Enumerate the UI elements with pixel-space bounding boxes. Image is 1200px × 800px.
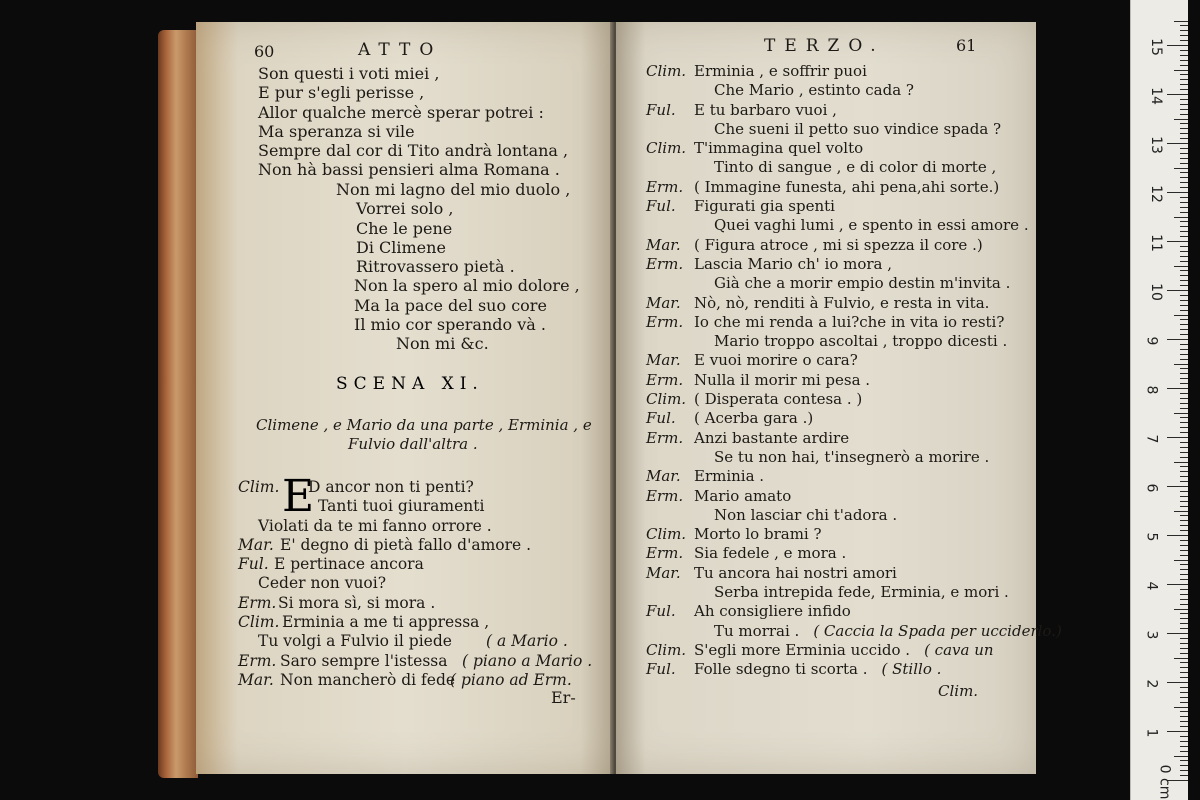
verse-line: Ma speranza si vile <box>258 121 415 141</box>
dialogue-line <box>238 613 592 632</box>
catchword: Er- <box>551 688 576 707</box>
ruler-tick <box>1174 560 1189 561</box>
speaker: Erm. <box>646 428 684 447</box>
speaker: Ful. <box>646 409 676 428</box>
ruler-tick <box>1167 535 1189 536</box>
left-page <box>196 22 614 774</box>
ruler-label: 9 <box>1143 336 1160 346</box>
dialogue-line <box>646 390 1062 409</box>
aria-line: Ritrovassero pietà . <box>356 257 515 277</box>
speech: Si mora sì, si mora . <box>278 593 436 612</box>
speaker: Ful. <box>646 602 676 621</box>
ruler-label: 12 <box>1147 185 1164 203</box>
speech: Folle sdegno ti scorta . <box>694 660 868 679</box>
dialogue-line <box>646 602 1062 621</box>
ruler-tick <box>1174 315 1189 316</box>
ruler-tick <box>1167 388 1189 389</box>
speech: D ancor non ti penti? <box>308 478 474 496</box>
speech: ( Disperata contesa . ) <box>694 390 863 409</box>
speech: ( Acerba gara .) <box>694 409 814 428</box>
speaker: Erm. <box>646 254 684 273</box>
scene-cast-line: Climene , e Mario da una parte , Erminia , e <box>256 416 592 434</box>
ruler-tick <box>1167 486 1189 487</box>
speaker: Erm. <box>646 544 684 563</box>
speech: Tu morrai . <box>714 621 800 640</box>
speech: Nulla il morir mi pesa . <box>694 370 871 389</box>
speaker: Erm. <box>646 486 684 505</box>
dialogue-line <box>646 467 1062 486</box>
dialogue-line <box>646 448 1062 467</box>
scene-cast <box>256 416 592 455</box>
speaker: Mar. <box>646 351 681 370</box>
speech: E' degno di pietà fallo d'amore . <box>280 535 532 554</box>
scene-title: SCENA XI. <box>336 374 484 394</box>
speech: Che Mario , estinto cada ? <box>714 81 914 100</box>
speech: Ah consigliere infido <box>694 602 851 621</box>
speaker: Ful. <box>238 555 269 574</box>
speech: Non mancherò di fede <box>280 670 456 689</box>
stage-direction: ( Stillo . <box>881 660 942 679</box>
drop-cap: E <box>282 471 315 522</box>
speech: Serba intrepida fede, Erminia, e mori . <box>714 583 1009 602</box>
ruler-tick <box>1167 682 1189 683</box>
ruler-tick <box>1167 290 1189 291</box>
aria-line: Che le pene <box>356 218 453 238</box>
dialogue-line <box>646 583 1062 602</box>
ruler-tick <box>1167 143 1189 144</box>
speech: Io che mi renda a lui?che in vita io resti? <box>694 312 1005 331</box>
ruler-label: 2 <box>1143 679 1160 689</box>
speaker: Mar. <box>646 467 681 486</box>
dialogue-line <box>646 294 1062 313</box>
dialogue-line <box>646 62 1062 81</box>
speech: Tinto di sangue , e di color di morte , <box>714 158 997 177</box>
aria-line: Di Climene <box>356 237 446 257</box>
aria-block <box>336 180 580 354</box>
ruler-tick <box>1167 45 1189 46</box>
measurement-ruler <box>1130 0 1189 800</box>
dialogue-line <box>238 594 592 613</box>
aria-line: Vorrei solo , <box>356 199 454 219</box>
stage-direction: ( Caccia la Spada per ucciderlo.) <box>813 621 1062 640</box>
ruler-tick <box>1167 339 1189 340</box>
ruler-label: 8 <box>1143 385 1160 395</box>
speech: Mario troppo ascoltai , troppo dicesti . <box>714 332 1008 351</box>
verse-line: E pur s'egli perisse , <box>258 83 425 103</box>
aria-line: Ma la pace del suo core <box>354 295 547 315</box>
dialogue-line <box>646 660 1062 679</box>
ruler-tick <box>1167 241 1189 242</box>
ruler-tick <box>1174 364 1189 365</box>
speech: ( Figura atroce , mi si spezza il core .) <box>694 235 983 254</box>
stage-direction: ( piano a Mario . <box>462 651 593 670</box>
ruler-tick <box>1174 70 1189 71</box>
ruler-tick <box>1174 658 1189 659</box>
aria-line: Il mio cor sperando và . <box>354 315 546 335</box>
dialogue-line <box>646 139 1062 158</box>
dialogue-line <box>646 525 1062 544</box>
dialogue-line <box>646 371 1062 390</box>
dialogue-line <box>646 564 1062 583</box>
aria-line: Non mi &c. <box>396 334 489 354</box>
ruler-tick <box>1167 192 1189 193</box>
speech: Erminia a me ti appressa , <box>282 613 490 632</box>
dialogue-line <box>646 641 1062 660</box>
dialogue-line <box>646 255 1062 274</box>
stage-direction: ( cava un <box>924 640 994 659</box>
ruler-tick <box>1174 511 1189 512</box>
dialogue-line <box>646 216 1062 235</box>
dialogue-line <box>238 536 592 555</box>
ruler-tick <box>1167 94 1189 95</box>
ruler-tick <box>1174 756 1189 757</box>
speech: Tanti tuoi giuramenti <box>318 497 485 516</box>
running-head-left: ATTO <box>358 40 443 60</box>
speech: Sia fedele , e mora . <box>694 544 847 563</box>
verse-line: Son questi i voti miei , <box>258 64 440 83</box>
speech: Ceder non vuoi? <box>258 574 387 593</box>
dialogue-line <box>646 81 1062 100</box>
ruler-label: 7 <box>1143 434 1160 444</box>
dialogue-line <box>646 236 1062 255</box>
speaker: Clim. <box>646 525 687 544</box>
speaker: Mar. <box>646 235 681 254</box>
speaker: Erm. <box>646 177 684 196</box>
ruler-tick <box>1174 217 1189 218</box>
book-page-edges <box>158 30 198 778</box>
speech: Quei vaghi lumi , e spento in essi amore . <box>714 216 1029 235</box>
dialogue-line <box>646 351 1062 370</box>
ruler-tick <box>1167 633 1189 634</box>
ruler-tick <box>1174 21 1189 22</box>
speaker: Clim. <box>646 139 687 158</box>
speech: Se tu non hai, t'insegnerò a morire . <box>714 447 990 466</box>
speech: Anzi bastante ardire <box>694 428 850 447</box>
dialogue-right <box>646 62 1062 680</box>
dialogue-line <box>646 487 1062 506</box>
background-edge <box>1188 0 1200 800</box>
speech: Figurati gia spenti <box>694 197 835 216</box>
ruler-tick <box>1174 168 1189 169</box>
ruler-label: 10 <box>1147 283 1164 301</box>
ruler-label: 14 <box>1147 87 1164 105</box>
dialogue-line <box>238 517 592 536</box>
ruler-label: 15 <box>1147 38 1164 56</box>
speech: ( Immagine funesta, ahi pena,ahi sorte.) <box>694 177 1000 196</box>
ruler-label: 5 <box>1143 532 1160 542</box>
ruler-tick <box>1174 609 1189 610</box>
dialogue-line <box>646 101 1062 120</box>
ruler-label: 4 <box>1143 581 1160 591</box>
dialogue-left <box>238 471 593 690</box>
dialogue-line <box>646 622 1062 641</box>
speech: Violati da te mi fanno orrore . <box>258 516 492 535</box>
ruler-tick <box>1167 437 1189 438</box>
dialogue-line <box>646 429 1062 448</box>
page-number-left: 60 <box>254 42 275 61</box>
speaker: Clim. <box>238 613 280 632</box>
dialogue-line <box>238 652 592 671</box>
stage-direction: ( piano ad Erm. <box>450 670 572 689</box>
tail-speaker: Clim. <box>938 682 979 700</box>
speech: Lascia Mario ch' io mora , <box>694 254 893 273</box>
dialogue-line <box>646 197 1062 216</box>
speaker: Erm. <box>646 312 684 331</box>
speech: Erminia , e soffrir puoi <box>694 62 867 80</box>
speaker: Erm. <box>238 593 277 612</box>
ruler-tick <box>1174 266 1189 267</box>
ruler-label: 13 <box>1147 136 1164 154</box>
speech: Erminia . <box>694 467 765 486</box>
speech: Tu volgi a Fulvio il piede <box>258 632 452 651</box>
ruler-tick <box>1167 584 1189 585</box>
speaker: Ful. <box>646 100 676 119</box>
dialogue-line <box>238 555 592 574</box>
dialogue-line <box>646 120 1062 139</box>
speaker: Clim. <box>646 390 687 409</box>
speech: Tu ancora hai nostri amori <box>694 563 897 582</box>
ruler-label: 3 <box>1143 630 1160 640</box>
dialogue-line <box>646 158 1062 177</box>
scene-cast-line: Fulvio dall'altra . <box>348 435 478 454</box>
speaker: Clim. <box>238 478 280 496</box>
speaker: Mar. <box>238 535 274 554</box>
speaker: Erm. <box>238 651 277 670</box>
speech: Che sueni il petto suo vindice spada ? <box>714 119 1002 138</box>
ruler-tick <box>1174 707 1189 708</box>
aria-line: Non mi lagno del mio duolo , <box>336 180 571 199</box>
speech: S'egli more Erminia uccido . <box>694 640 911 659</box>
right-page <box>616 22 1062 774</box>
speaker: Mar. <box>238 670 274 689</box>
running-head-right: TERZO. <box>764 36 885 56</box>
ruler-tick <box>1167 731 1189 732</box>
dialogue-line <box>646 178 1062 197</box>
ruler-tick <box>1174 119 1189 120</box>
speaker: Clim. <box>646 62 687 80</box>
speech: Non lasciar chi t'adora . <box>714 505 898 524</box>
dialogue-line <box>646 274 1062 293</box>
ruler-label: 0 cm <box>1156 764 1173 800</box>
speech: E pertinace ancora <box>274 555 424 574</box>
ruler-label: 6 <box>1143 483 1160 493</box>
dialogue-line <box>238 632 592 651</box>
dialogue-line <box>646 544 1062 563</box>
aria-line: Non la spero al mio dolore , <box>354 276 580 296</box>
speech: T'immagina quel volto <box>694 139 864 158</box>
dialogue-line <box>646 332 1062 351</box>
verse-line: Sempre dal cor di Tito andrà lontana , <box>258 141 569 161</box>
verse-block-top <box>258 64 568 180</box>
ruler-tick <box>1174 413 1189 414</box>
speaker: Mar. <box>646 293 681 312</box>
speaker: Clim. <box>646 640 687 659</box>
dialogue-line <box>646 313 1062 332</box>
speech: Nò, nò, renditi à Fulvio, e resta in vita. <box>694 293 990 312</box>
speaker: Mar. <box>646 563 681 582</box>
speech: E tu barbaro vuoi , <box>694 100 837 119</box>
verse-line: Non hà bassi pensieri alma Romana . <box>258 160 560 180</box>
speaker: Erm. <box>646 370 684 389</box>
ruler-label: 1 <box>1143 728 1160 738</box>
speaker: Ful. <box>646 660 676 679</box>
speech: Già che a morir empio destin m'invita . <box>714 274 1011 293</box>
verse-line: Allor qualche mercè sperar potrei : <box>258 102 544 122</box>
speech: Morto lo brami ? <box>694 525 822 544</box>
dialogue-line <box>238 574 592 593</box>
ruler-label: 11 <box>1147 234 1164 252</box>
page-number-right: 61 <box>956 36 977 55</box>
dialogue-line <box>238 478 592 497</box>
speaker: Ful. <box>646 197 676 216</box>
speech: Saro sempre l'istessa <box>280 651 448 670</box>
stage-direction: ( a Mario . <box>486 632 568 651</box>
ruler-tick <box>1174 462 1189 463</box>
dialogue-line <box>238 671 592 690</box>
speech: E vuoi morire o cara? <box>694 351 858 370</box>
open-book <box>158 22 1062 780</box>
dialogue-line <box>646 409 1062 428</box>
speech: Mario amato <box>694 486 792 505</box>
dialogue-line <box>238 497 592 516</box>
dialogue-line <box>646 506 1062 525</box>
